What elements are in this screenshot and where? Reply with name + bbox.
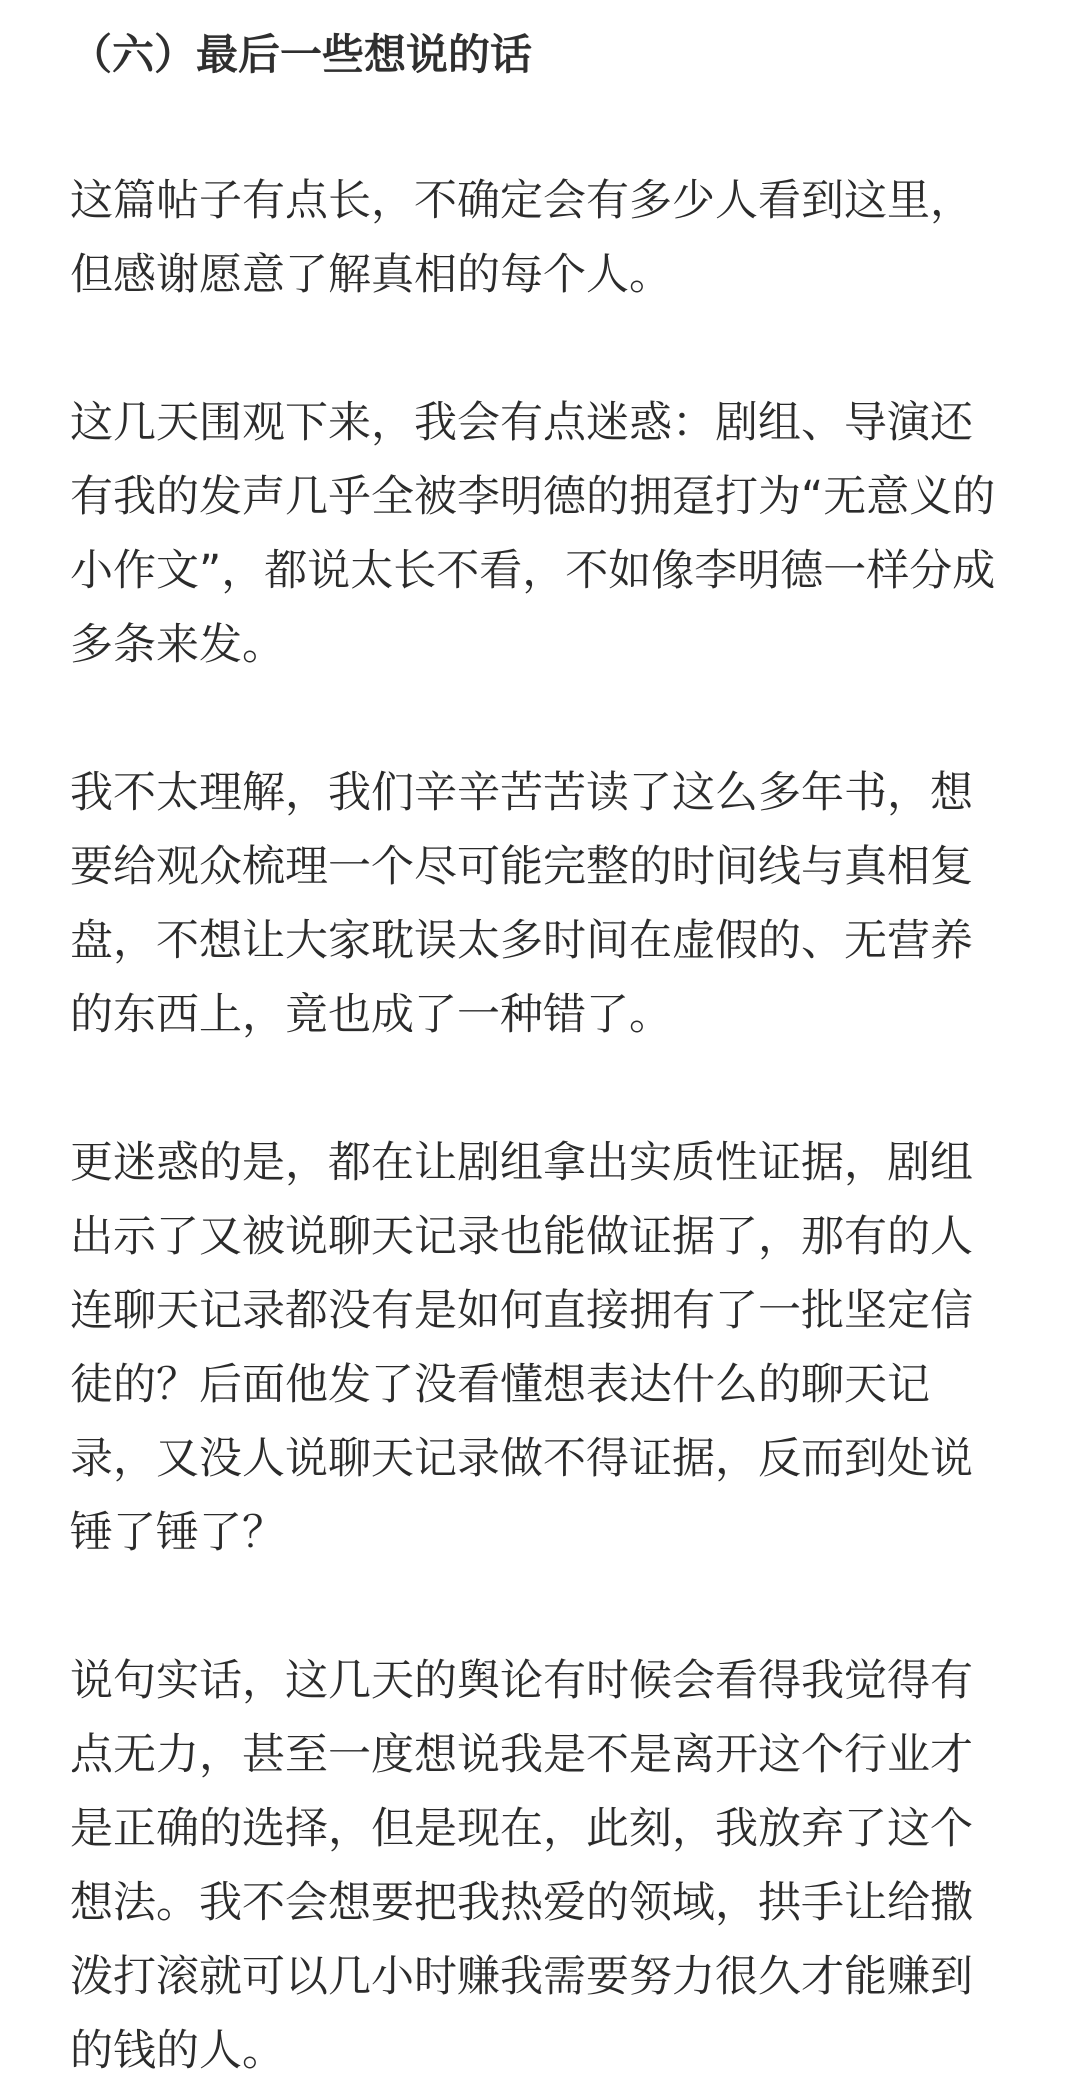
paragraph-5: 说句实话，这几天的舆论有时候会看得我觉得有点无力，甚至一度想说我是不是离开这个行业才是正确的选择，但是现在，此刻，我放弃了这个想法。我不会想要把我热爱的领域，拱手让给撒泼打滚就可以几小时赚我需要努力很久才能赚到的钱的人。: [70, 1656, 973, 2076]
spacer: [70, 682, 1010, 756]
spacer: [70, 1570, 1010, 1644]
spacer: [70, 312, 1010, 386]
paragraph-2: 这几天围观下来，我会有点迷惑：剧组、导演还有我的发声几乎全被李明德的拥趸打为“无意义的小作文”，都说太长不看，不如像李明德一样分成多条来发。: [70, 398, 996, 670]
paragraph-1: 这篇帖子有点长，不确定会有多少人看到这里，但感谢愿意了解真相的每个人。: [70, 176, 973, 300]
section-heading: （六）最后一些想说的话: [70, 30, 533, 79]
spacer: [70, 90, 1010, 164]
article-body: [70, 20, 1010, 2088]
spacer: [70, 1052, 1010, 1126]
paragraph-4: 更迷惑的是，都在让剧组拿出实质性证据，剧组出示了又被说聊天记录也能做证据了，那有的人连聊天记录都没有是如何直接拥有了一批坚定信徒的？后面他发了没看懂想表达什么的聊天记录，又没人说聊天记录做不得证据，反而到处说锤了锤了？: [70, 1138, 973, 1558]
paragraph-3: 我不太理解，我们辛辛苦苦读了这么多年书，想要给观众梳理一个尽可能完整的时间线与真相复盘，不想让大家耽误太多时间在虚假的、无营养的东西上，竟也成了一种错了。: [70, 768, 973, 1040]
